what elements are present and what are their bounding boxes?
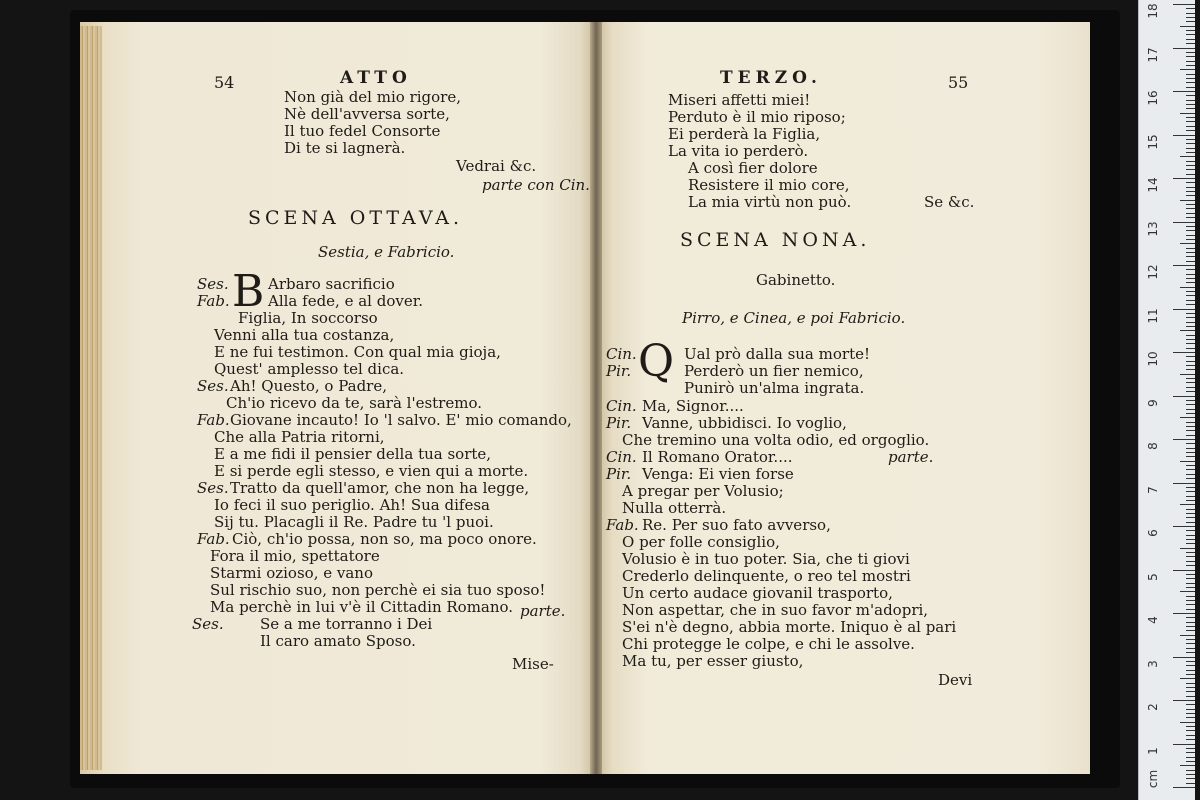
ruler-tick [1186,100,1195,101]
ruler-tick [1186,426,1195,427]
dialogue-line: Venga: Ei vien forse [642,465,794,483]
ruler-tick [1180,504,1195,505]
dialogue-line: A pregar per Volusio; [622,482,784,500]
ruler-unit-label: cm [1146,769,1160,789]
ruler-tick [1186,630,1195,631]
ruler-tick [1186,126,1195,127]
ruler-tick [1186,609,1195,610]
dialogue-line: Non aspettar, che in suo favor m'adopri, [622,601,929,619]
ruler-tick [1186,56,1195,57]
ruler-tick [1186,717,1195,718]
ruler-tick [1186,496,1195,497]
speaker: Fab. [197,411,230,429]
right-verse-line: Perduto è il mio riposo; [668,108,846,126]
dialogue-line: Giovane incauto! Io 'l salvo. E' mio comando, [230,411,572,429]
dialogue-line: Sul rischio suo, non perchè ei sia tuo sposo! [210,581,546,599]
ruler-tick [1186,665,1195,666]
ruler-tick [1186,52,1195,53]
ruler-tick [1173,483,1195,484]
ruler-tick [1186,670,1195,671]
ruler-tick [1186,204,1195,205]
dialogue-line: Il caro amato Sposo. [260,632,416,650]
ruler-tick [1173,91,1195,92]
ruler-tick [1173,352,1195,353]
speaker: Cin. [606,397,637,415]
dialogue-line: Ual prò dalla sua morte! [684,345,870,363]
ruler-tick [1173,222,1195,223]
ruler-tick [1186,61,1195,62]
ruler-number: 11 [1146,307,1160,324]
ruler-tick [1186,174,1195,175]
dialogue-line: Venni alla tua costanza, [214,326,395,344]
ruler-tick [1186,552,1195,553]
dialogue-line: Che alla Patria ritorni, [214,428,385,446]
ruler-tick [1186,387,1195,388]
ruler-tick [1186,378,1195,379]
dialogue-line: Re. Per suo fato avverso, [642,516,831,534]
right-page-number: 55 [948,73,969,92]
dialogue-line: Fora il mio, spettatore [210,547,380,565]
ruler-tick [1186,783,1195,784]
ruler-tick [1186,413,1195,414]
speaker: Pir. [606,362,632,380]
dialogue-line: Ciò, ch'io possa, non so, ma poco onore. [232,530,537,548]
ruler-tick [1186,730,1195,731]
left-verse-line: Nè dell'avversa sorte, [284,105,450,123]
dialogue-line: E ne fui testimon. Con qual mia gioja, [214,343,501,361]
ruler-tick [1186,313,1195,314]
ruler-tick [1186,596,1195,597]
ruler-tick [1186,335,1195,336]
ruler-tick [1180,765,1195,766]
dialogue-line: Tratto da quell'amor, che non ha legge, [230,479,530,497]
speaker: Cin. [606,345,637,363]
ruler-tick [1173,657,1195,658]
ruler-tick [1180,200,1195,201]
ruler-tick [1180,722,1195,723]
ruler-tick [1173,439,1195,440]
ruler-tick [1173,396,1195,397]
ruler-tick [1186,748,1195,749]
dialogue-line: Il Romano Orator.... [642,448,793,466]
ruler-tick [1186,491,1195,492]
ruler-tick [1186,304,1195,305]
ruler-tick [1186,778,1195,779]
dialogue-line: Ma tu, per esser giusto, [622,652,804,670]
dialogue-line: Alla fede, e al dover. [268,292,424,310]
ruler-tick [1173,787,1195,788]
ruler-tick [1186,422,1195,423]
dialogue-line: S'ei n'è degno, abbia morte. Iniquo è al pari [622,618,957,636]
ruler-number: 12 [1146,264,1160,280]
scene-title: SCENA OTTAVA. [248,207,464,229]
speaker: Fab. [197,292,230,310]
ruler-tick [1180,591,1195,592]
ruler-tick [1186,691,1195,692]
ruler-tick [1180,548,1195,549]
ruler-tick [1186,322,1195,323]
ruler-tick [1186,278,1195,279]
ruler-tick [1186,130,1195,131]
ruler-tick [1186,400,1195,401]
ruler-tick [1186,369,1195,370]
ruler-tick [1186,674,1195,675]
ruler-tick [1186,239,1195,240]
speaker: Ses. [197,479,229,497]
ruler-tick [1186,757,1195,758]
ruler-tick [1186,509,1195,510]
dialogue-line: Che tremino una volta odio, ed orgoglio. [622,431,930,449]
ruler-tick [1186,95,1195,96]
dialogue-line: Chi protegge le colpe, e chi le assolve. [622,635,915,653]
ruler-tick [1186,522,1195,523]
catchword: Devi [938,671,973,689]
ruler-number: 5 [1146,572,1160,581]
ruler-number: 6 [1146,529,1160,537]
ruler-tick [1173,265,1195,266]
dialogue-line: Ma perchè in lui v'è il Cittadin Romano. [210,598,514,616]
ruler-tick [1186,230,1195,231]
ruler-tick [1186,774,1195,775]
ruler-tick [1186,713,1195,714]
se-etc: Se &c. [924,193,975,211]
ruler-tick [1186,343,1195,344]
ruler-number: 16 [1146,90,1160,106]
ruler-tick [1180,374,1195,375]
ruler-tick [1186,652,1195,653]
right-verse-line: La mia virtù non può. [688,193,852,211]
dialogue-line: Quest' amplesso tel dica. [214,360,405,378]
dialogue-line: Se a me torranno i Dei [260,615,433,633]
ruler-tick [1186,530,1195,531]
ruler-tick [1186,182,1195,183]
ruler-tick [1186,409,1195,410]
ruler-tick [1186,34,1195,35]
ruler-number: 13 [1146,220,1160,237]
ruler-tick [1186,604,1195,605]
scene-location: Gabinetto. [756,271,836,289]
right-running-head: TERZO. [720,68,822,88]
ruler-number: 4 [1146,616,1160,624]
right-verse-line: Ei perderà la Figlia, [668,125,821,143]
ruler-number: 10 [1146,351,1160,367]
ruler-tick [1186,622,1195,623]
stage-direction: parte con Cin. [482,176,590,194]
ruler-tick [1180,156,1195,157]
ruler-tick [1186,195,1195,196]
catchword: Mise- [512,655,554,673]
left-verse-line: Il tuo fedel Consorte [284,122,441,140]
ruler-tick [1180,243,1195,244]
ruler-tick [1186,165,1195,166]
ruler-tick [1186,404,1195,405]
vedrai-line: Vedrai &c. [456,157,537,175]
ruler-tick [1173,309,1195,310]
ruler-tick [1186,148,1195,149]
ruler-tick [1186,465,1195,466]
ruler-tick [1186,583,1195,584]
ruler-number: 1 [1146,746,1160,755]
ruler-tick [1186,152,1195,153]
ruler-tick [1186,535,1195,536]
ruler-tick [1186,752,1195,753]
ruler-number: 14 [1146,177,1160,193]
ruler-tick [1186,300,1195,301]
ruler-tick [1186,726,1195,727]
ruler-number: 2 [1146,703,1160,711]
ruler-tick [1186,517,1195,518]
speaker: Ses. [197,377,229,395]
ruler-tick [1186,626,1195,627]
ruler-tick [1186,456,1195,457]
ruler-tick [1173,4,1195,5]
ruler-tick [1186,87,1195,88]
dialogue-line: Punirò un'alma ingrata. [684,379,865,397]
speaker: Pir. [606,414,632,432]
ruler-tick [1186,65,1195,66]
ruler-tick [1186,696,1195,697]
dialogue-line: Arbaro sacrificio [268,275,395,293]
ruler-tick [1180,678,1195,679]
ruler-tick [1186,208,1195,209]
ruler-tick [1186,487,1195,488]
right-verse-line: A così fier dolore [688,159,818,177]
ruler-tick [1186,361,1195,362]
ruler-tick [1186,143,1195,144]
drop-cap: B [232,266,265,317]
speaker: Pir. [606,465,632,483]
ruler-tick [1186,543,1195,544]
ruler-tick [1186,74,1195,75]
ruler-tick [1186,261,1195,262]
ruler-tick [1180,287,1195,288]
ruler-tick [1186,643,1195,644]
dialogue-line: Un certo audace giovanil trasporto, [622,584,893,602]
ruler-tick [1186,21,1195,22]
ruler-tick [1186,687,1195,688]
ruler-tick [1180,417,1195,418]
ruler-tick [1173,48,1195,49]
speaker: Fab. [606,516,639,534]
ruler-tick [1186,282,1195,283]
ruler-tick [1186,248,1195,249]
stage-direction: parte. [520,602,566,620]
dialogue-line: Io feci il suo periglio. Ah! Sua difesa [214,496,490,514]
ruler-tick [1186,139,1195,140]
ruler-tick [1186,539,1195,540]
ruler-tick [1180,330,1195,331]
ruler-tick [1186,578,1195,579]
ruler-tick [1186,17,1195,18]
ruler-tick [1186,617,1195,618]
ruler-tick [1186,565,1195,566]
ruler-tick [1186,226,1195,227]
page-edges [80,26,102,770]
speaker: Ses. [192,615,224,633]
dialogue-line: O per folle consiglio, [622,533,780,551]
ruler-tick [1186,39,1195,40]
ruler-tick [1186,478,1195,479]
ruler-tick [1186,474,1195,475]
ruler-tick [1186,365,1195,366]
ruler-tick [1186,704,1195,705]
ruler-tick [1186,213,1195,214]
dialogue-line: Ma, Signor.... [642,397,744,415]
scene-characters: Pirro, e Cinea, e poi Fabricio. [682,309,906,327]
ruler-tick [1186,661,1195,662]
ruler-tick [1186,648,1195,649]
ruler-tick [1186,735,1195,736]
dialogue-line: Starmi ozioso, e vano [210,564,373,582]
scene-title: SCENA NONA. [680,229,871,251]
ruler-tick [1173,700,1195,701]
dialogue-line: E a me fidi il pensier della tua sorte, [214,445,492,463]
dialogue-line: Ch'io ricevo da te, sarà l'estremo. [226,394,482,412]
ruler-tick [1186,600,1195,601]
ruler-tick [1186,274,1195,275]
left-page-number: 54 [214,73,235,92]
ruler-tick [1186,235,1195,236]
ruler-tick [1186,13,1195,14]
speaker: Cin. [606,448,637,466]
ruler-tick [1186,30,1195,31]
ruler-tick [1186,269,1195,270]
dialogue-line: Sij tu. Placagli il Re. Padre tu 'l puoi. [214,513,494,531]
drop-cap: Q [638,336,675,387]
ruler-tick [1173,178,1195,179]
ruler-tick [1186,683,1195,684]
ruler-tick [1186,556,1195,557]
right-verse-line: La vita io perderò. [668,142,809,160]
ruler-tick [1186,513,1195,514]
ruler-tick [1186,291,1195,292]
ruler-tick [1186,435,1195,436]
ruler-tick [1173,526,1195,527]
ruler-tick [1173,744,1195,745]
ruler-tick [1186,191,1195,192]
ruler-tick [1186,339,1195,340]
ruler-tick [1180,635,1195,636]
ruler-tick [1186,382,1195,383]
ruler-tick [1186,108,1195,109]
ruler-tick [1186,317,1195,318]
ruler-tick [1186,8,1195,9]
ruler-tick [1186,761,1195,762]
left-verse-line: Non già del mio rigore, [284,88,461,106]
ruler-tick [1186,348,1195,349]
scene-characters: Sestia, e Fabricio. [318,243,455,261]
ruler-tick [1186,252,1195,253]
ruler-tick [1173,135,1195,136]
ruler-tick [1180,113,1195,114]
ruler-tick [1186,709,1195,710]
ruler-number: 15 [1146,133,1160,150]
left-verse-line: Di te si lagnerà. [284,139,406,157]
dialogue-line: Ah! Questo, o Padre, [230,377,387,395]
ruler-tick [1180,461,1195,462]
ruler-tick [1186,452,1195,453]
ruler-number: 17 [1146,46,1160,63]
dialogue-line: E si perde egli stesso, e vien qui a morte. [214,462,529,480]
ruler-number: 9 [1146,398,1160,407]
ruler-tick [1186,82,1195,83]
ruler-tick [1186,469,1195,470]
ruler-tick [1186,448,1195,449]
dialogue-line: Figlia, In soccorso [238,309,378,327]
ruler-tick [1186,121,1195,122]
dialogue-line: Nulla otterrà. [622,499,727,517]
right-verse-line: Miseri affetti miei! [668,91,811,109]
measuring-ruler [1138,0,1195,800]
ruler-number: 3 [1146,659,1160,668]
ruler-tick [1186,326,1195,327]
ruler-tick [1186,43,1195,44]
ruler-tick [1186,187,1195,188]
ruler-tick [1186,169,1195,170]
book-gutter [590,22,602,774]
ruler-tick [1186,256,1195,257]
ruler-tick [1186,161,1195,162]
stage-direction: parte. [888,448,934,466]
ruler-tick [1180,69,1195,70]
ruler-number: 8 [1146,442,1160,450]
ruler-tick [1186,217,1195,218]
ruler-tick [1173,570,1195,571]
ruler-number: 18 [1146,3,1160,19]
ruler-tick [1186,104,1195,105]
ruler-tick [1186,295,1195,296]
speaker: Ses. [197,275,229,293]
ruler-tick [1186,430,1195,431]
dialogue-line: Crederlo delinquente, o reo tel mostri [622,567,911,585]
ruler-tick [1180,26,1195,27]
speaker: Fab. [197,530,230,548]
dialogue-line: Perderò un fier nemico, [684,362,864,380]
ruler-tick [1186,639,1195,640]
ruler-tick [1173,613,1195,614]
ruler-tick [1186,739,1195,740]
ruler-tick [1186,356,1195,357]
ruler-tick [1186,391,1195,392]
dialogue-line: Vanne, ubbidisci. Io voglio, [642,414,847,432]
ruler-tick [1186,78,1195,79]
ruler-tick [1186,443,1195,444]
ruler-tick [1186,587,1195,588]
ruler-tick [1186,770,1195,771]
right-verse-line: Resistere il mio core, [688,176,850,194]
ruler-tick [1186,117,1195,118]
ruler-tick [1186,574,1195,575]
dialogue-line: Volusio è in tuo poter. Sia, che ti giovi [622,550,910,568]
ruler-tick [1186,561,1195,562]
left-running-head: ATTO [340,68,412,88]
ruler-number: 7 [1146,485,1160,494]
ruler-tick [1186,500,1195,501]
